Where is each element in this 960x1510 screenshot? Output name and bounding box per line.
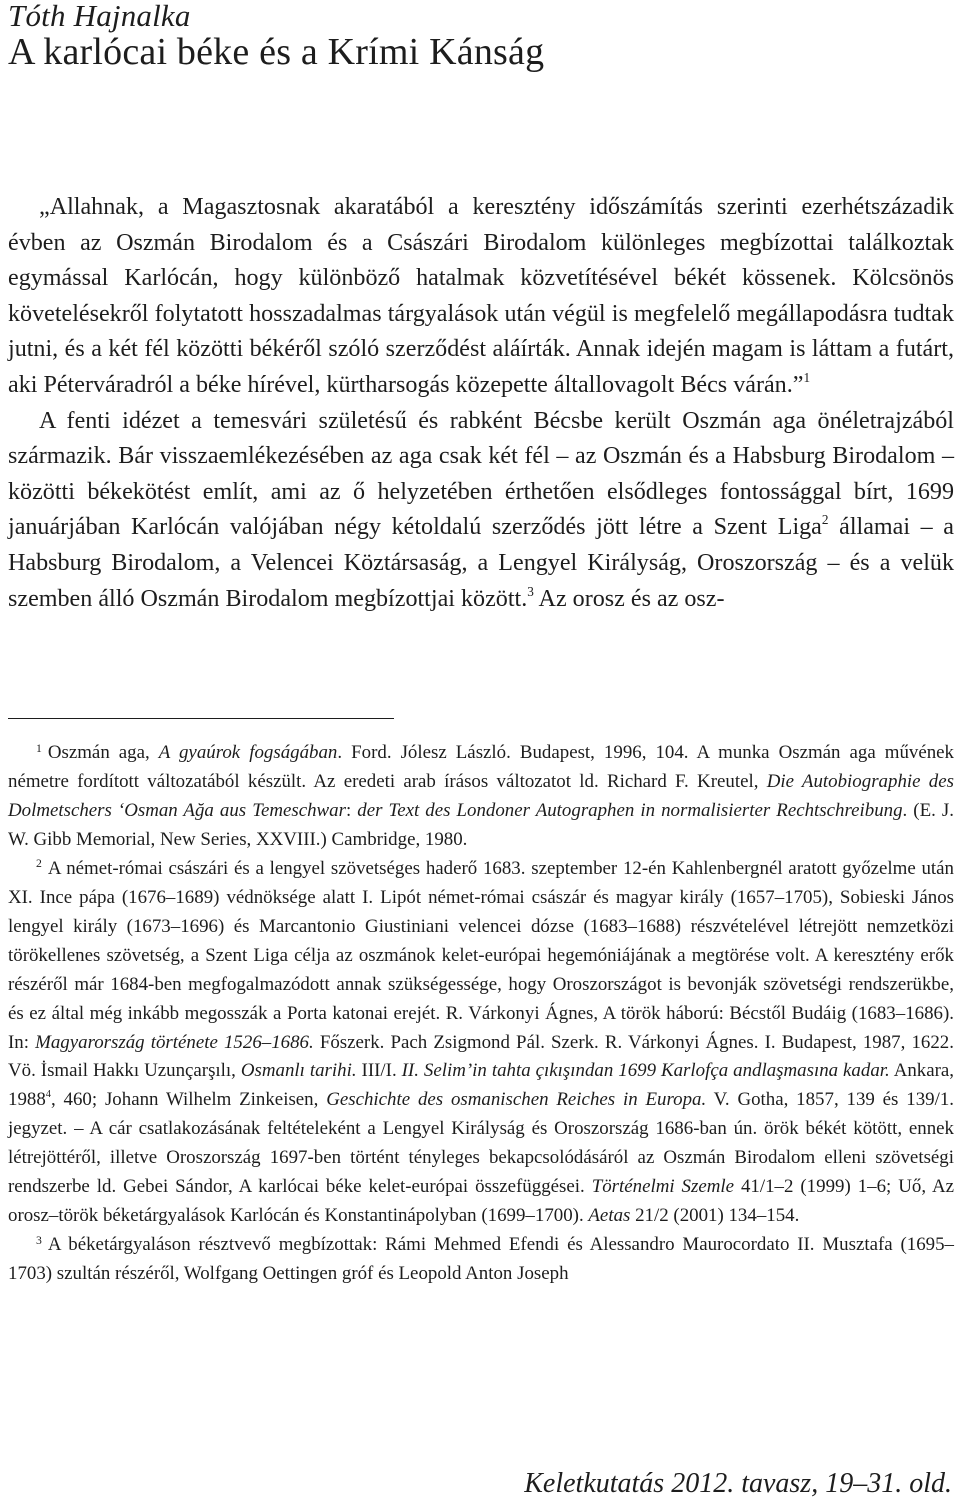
quote-text: „Allahnak, a Magasztosnak akaratából a keresztény időszámítás szerinti ezerhétszázadik évben az Oszmán Birodalom és a Császári Birodalom különleges megbízottai találkoztak egymással Karlócán, hogy különböző hatalmak közvetítésével békét kössenek. Kölcsönös követelésekről folytatott hosszadalmas tárgyalások után végül is megfelelő megállapodásra tudtak jutni, és a két fél közötti békéről szóló szerződést aláírták. Annak idején magam is láttam a futárt, aki Péterváradról a béke hírével, kürtharsogás közepette általlovagolt Bécs várán.” [8,194,954,398]
footnote-ref-1[interactable]: 1 [803,370,811,386]
footnote-text: . (E. J. W. Gibb Memorial, New Series, XXVIII.) Cambridge, 1980. [8,799,954,850]
author-name: Tóth Hajnalka [8,0,191,33]
paragraph-text: A fenti idézet a temesvári születésű és rabként Bécsbe került Oszmán aga önéletrajzából származik. Bár visszaemlékezésében az aga csak két fél – az Oszmán és a Habsburg Birodalom – közötti békekötést említ, ami az ő helyzetében érthetően elsődleges fontossággal bírt, 1699 januárjában Karlócán valójában négy kétoldalú szerződés jött létre a Szent Liga [8,407,954,541]
footnote-italic: Osmanlı tarihi. [240,1060,362,1082]
footnote-italic: A gyaúrok fogságában [158,742,338,763]
footnote-text: . Ford. Jólesz László. Budapest, 1996, 104. A munka Oszmán aga művének németre fordított változatából készült. Az eredeti arab írásos változatot ld. Richard F. Kreutel, [8,742,954,792]
footnote-text: V. Gotha, 1857, 139 és 139/1. jegyzet. – A cár csatlakozásának feltételeként a Lengyel Királyság és Oroszország 1686-ban ún. örök békét kötött, ennek létrejöttéről, illetve Oroszország 1697-ben történt tényleges bekapcsolódásáról az Oszmán Birodalom elleni szövetségi rendszerbe ld. Gebei Sándor, A karlócai béke kelet-európai összefüggései. [8,1089,955,1198]
footnote-text: : [345,799,358,821]
opening-quote-paragraph [8,190,954,404]
journal-citation: Keletkutatás 2012. tavasz, 19–31. old. [524,1468,952,1499]
footnote-text: 41/1–2 (1999) 1–6; Uő, Az orosz–török béketárgyalások Karlócán és Konstantinápolyban (1699–1700). [8,1176,954,1227]
footnote-italic: Die Autobiographie des Dolmetschers ‘Osman Ağa aus Temeschwar [8,770,954,821]
footnote-3 [8,1231,954,1289]
footnote-text: III/I. [361,1060,402,1082]
footnote-number: 2 [36,857,42,871]
footnote-number: 1 [36,741,42,755]
article-title: A karlócai béke és a Krími Kánság [8,31,545,73]
footnote-italic: Magyarország története 1526–1686. [35,1031,314,1053]
footnote-text: Főszerk. Pach Zsigmond Pál. Szerk. R. Várkonyi Ágnes. I. Budapest, 1987, 1622. Vö. İsmail Hakkı Uzunçarşılı, [8,1031,954,1082]
footnote-separator [8,718,394,719]
paragraph-text: Az orosz és az osz- [533,585,725,612]
paragraph-text: államai – a Habsburg Birodalom, a Velencei Köztársaság, a Lengyel Királyság, Oroszország – és a velük szemben álló Oszmán Birodalom megbízottjai között. [8,514,954,612]
footnote-text: A béketárgyaláson résztvevő megbízottak: Rámi Mehmed Efendi és Alessandro Maurocordato II. Musztafa (1695–1703) szultán részéről, Wolfgang Oettingen gróf és Leopold Anton Joseph [8,1234,954,1285]
footnote-text: A német-római császári és a lengyel szövetséges haderő 1683. szeptember 12-én Kahlenbergnél aratott győzelme után XI. Ince pápa (1676–1689) védnöksége alatt I. Lipót német-római császár és magyar király (1657–1705), Sobieski János lengyel király (1673–1696) és Marcantonio Giustiniani velencei dózse (1683–1688) részvételével létrejött nemzetközi törökellenes szövetség, a Szent Liga célja az oszmánok kelet-európai hegemóniájának a megtörése volt. A keresztény erők részéről már 1684-ben megfogalmazódott annak szükségessége, hogy Oroszországot is bevonják szövetségi rendszerükbe, és ez által még inkább megosszák a Porta katonai erejét. R. Várkonyi Ágnes, A török háború: Bécstől Budáig (1683–1686). In: [8,857,954,1053]
footnote-text: , 460; Johann Wilhelm Zinkeisen, [50,1089,327,1111]
footnote-italic: Geschichte des osmanischen Reiches in Europa. [326,1089,707,1111]
footnote-italic: Aetas [588,1205,631,1227]
footnote-ref-2[interactable]: 2 [821,512,829,528]
footnote-italic: der Text des Londoner Autographen in normalisierter Rechtschreibung [357,799,903,821]
footnote-text: Oszmán aga, [47,742,159,763]
footnote-text: 21/2 (2001) 134–154. [630,1205,800,1227]
footnote-number: 3 [36,1233,42,1247]
footnote-italic: Történelmi Szemle [591,1176,735,1198]
footnote-ref-3[interactable]: 3 [527,583,534,599]
second-paragraph [8,404,954,618]
footnote-1 [8,739,954,855]
article-body [8,190,954,617]
footnote-2 [8,855,954,1231]
edition-superscript: 4 [45,1089,51,1101]
footnote-text: Ankara, 1988 [8,1060,955,1111]
footnote-italic: II. Selim’in tahta çıkışından 1699 Karlofça andlaşmasına kadar. [401,1060,890,1082]
footnotes [8,739,954,1289]
